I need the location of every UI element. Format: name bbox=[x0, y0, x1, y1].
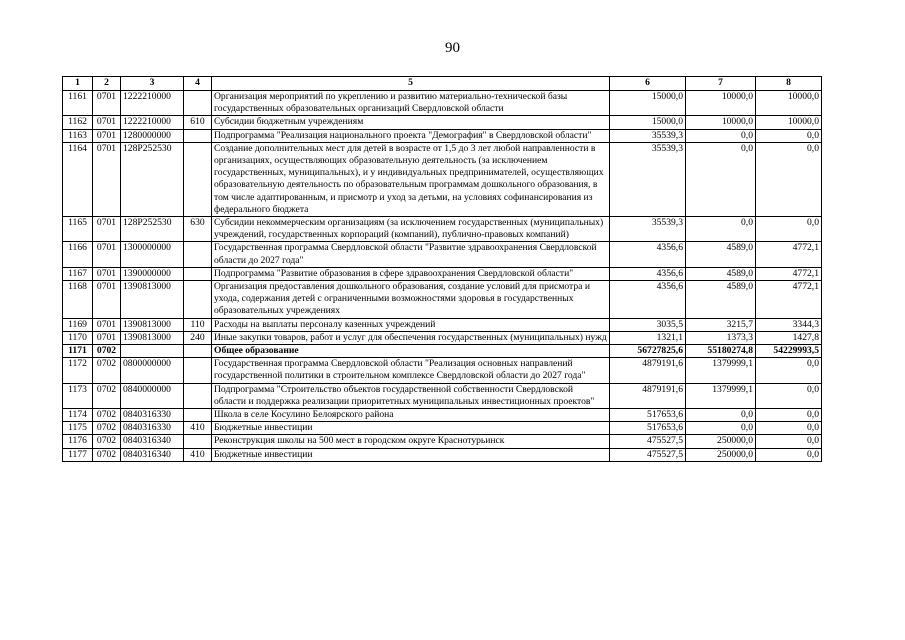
amount-col8-cell: 0,0 bbox=[756, 422, 822, 435]
table-row bbox=[63, 129, 822, 142]
amount-col7-cell: 55180274,8 bbox=[686, 345, 756, 358]
expense-type-cell bbox=[184, 91, 212, 116]
name-cell: Иные закупки товаров, работ и услуг для обеспечения государственных (муниципальных) нужд bbox=[212, 331, 610, 344]
row-number-cell: 1163 bbox=[63, 129, 93, 142]
row-number-cell: 1171 bbox=[63, 345, 93, 358]
table-row bbox=[63, 217, 822, 242]
amount-col7-cell: 0,0 bbox=[686, 422, 756, 435]
amount-col6-cell: 475527,5 bbox=[610, 435, 686, 448]
expense-type-cell bbox=[184, 242, 212, 267]
name-cell: Общее образование bbox=[212, 345, 610, 358]
name-cell: Субсидии бюджетным учреждениям bbox=[212, 116, 610, 129]
target-code-cell: 0840316330 bbox=[121, 409, 184, 422]
amount-col6-cell: 35539,3 bbox=[610, 129, 686, 142]
amount-col7-cell: 1379999,1 bbox=[686, 358, 756, 383]
expense-type-cell bbox=[184, 435, 212, 448]
table-row bbox=[63, 281, 822, 319]
amount-col8-cell: 0,0 bbox=[756, 409, 822, 422]
name-cell: Школа в селе Косулино Белоярского района bbox=[212, 409, 610, 422]
row-number-cell: 1167 bbox=[63, 267, 93, 280]
section-code-cell: 0701 bbox=[93, 242, 121, 267]
amount-col6-cell: 56727825,6 bbox=[610, 345, 686, 358]
amount-col6-cell: 517653,6 bbox=[610, 409, 686, 422]
amount-col8-cell: 0,0 bbox=[756, 217, 822, 242]
name-cell: Подпрограмма "Строительство объектов государственной собственности Свердловской области и поддержка реализации приоритетных муниципальных инвестиционных проектов" bbox=[212, 383, 610, 408]
row-number-cell: 1166 bbox=[63, 242, 93, 267]
header-cell: 7 bbox=[686, 77, 756, 91]
name-cell: Бюджетные инвестиции bbox=[212, 422, 610, 435]
header-cell: 2 bbox=[93, 77, 121, 91]
expense-type-cell bbox=[184, 345, 212, 358]
name-cell: Субсидии некоммерческим организациям (за исключением государственных (муниципальных) учреждений, государственных корпораций (компаний), публично-правовых компаний) bbox=[212, 217, 610, 242]
table-row bbox=[63, 448, 822, 461]
row-number-cell: 1168 bbox=[63, 281, 93, 319]
amount-col7-cell: 1373,3 bbox=[686, 331, 756, 344]
row-number-cell: 1173 bbox=[63, 383, 93, 408]
expense-type-cell: 240 bbox=[184, 331, 212, 344]
row-number-cell: 1172 bbox=[63, 358, 93, 383]
name-cell: Бюджетные инвестиции bbox=[212, 448, 610, 461]
section-code-cell: 0702 bbox=[93, 422, 121, 435]
target-code-cell: 0800000000 bbox=[121, 358, 184, 383]
amount-col6-cell: 4879191,6 bbox=[610, 358, 686, 383]
table-row bbox=[63, 345, 822, 358]
section-code-cell: 0701 bbox=[93, 217, 121, 242]
header-cell: 8 bbox=[756, 77, 822, 91]
target-code-cell: 1390813000 bbox=[121, 281, 184, 319]
section-code-cell: 0702 bbox=[93, 345, 121, 358]
section-code-cell: 0702 bbox=[93, 409, 121, 422]
name-cell: Организация мероприятий по укреплению и развитию материально-технической базы государственных образовательных организаций Свердловской области bbox=[212, 91, 610, 116]
amount-col6-cell: 4356,6 bbox=[610, 267, 686, 280]
section-code-cell: 0701 bbox=[93, 267, 121, 280]
section-code-cell: 0701 bbox=[93, 142, 121, 216]
expense-type-cell bbox=[184, 129, 212, 142]
target-code-cell: 1390000000 bbox=[121, 267, 184, 280]
name-cell: Государственная программа Свердловской области "Развитие здравоохранения Свердловской области до 2027 года" bbox=[212, 242, 610, 267]
table-row bbox=[63, 318, 822, 331]
amount-col6-cell: 4356,6 bbox=[610, 281, 686, 319]
amount-col7-cell: 10000,0 bbox=[686, 116, 756, 129]
header-cell: 4 bbox=[184, 77, 212, 91]
expense-type-cell bbox=[184, 409, 212, 422]
amount-col7-cell: 0,0 bbox=[686, 217, 756, 242]
amount-col6-cell: 1321,1 bbox=[610, 331, 686, 344]
page-number: 90 bbox=[445, 40, 460, 56]
table-row bbox=[63, 331, 822, 344]
expense-type-cell: 610 bbox=[184, 116, 212, 129]
amount-col6-cell: 4356,6 bbox=[610, 242, 686, 267]
target-code-cell: 1280000000 bbox=[121, 129, 184, 142]
row-number-cell: 1162 bbox=[63, 116, 93, 129]
section-code-cell: 0701 bbox=[93, 318, 121, 331]
amount-col6-cell: 517653,6 bbox=[610, 422, 686, 435]
name-cell: Подпрограмма "Развитие образования в сфере здравоохранения Свердловской области" bbox=[212, 267, 610, 280]
section-code-cell: 0702 bbox=[93, 358, 121, 383]
amount-col8-cell: 0,0 bbox=[756, 142, 822, 216]
name-cell: Организация предоставления дошкольного образования, создание условий для присмотра и ухода, содержания детей с ограниченными возможностями здоровья в государственных образовательных учреждениях bbox=[212, 281, 610, 319]
amount-col7-cell: 10000,0 bbox=[686, 91, 756, 116]
table-row bbox=[63, 116, 822, 129]
target-code-cell: 1390813000 bbox=[121, 318, 184, 331]
table-row bbox=[63, 142, 822, 216]
target-code-cell: 1222210000 bbox=[121, 91, 184, 116]
amount-col6-cell: 15000,0 bbox=[610, 91, 686, 116]
row-number-cell: 1161 bbox=[63, 91, 93, 116]
amount-col8-cell: 54229993,5 bbox=[756, 345, 822, 358]
amount-col6-cell: 15000,0 bbox=[610, 116, 686, 129]
amount-col7-cell: 250000,0 bbox=[686, 435, 756, 448]
amount-col7-cell: 0,0 bbox=[686, 409, 756, 422]
table-row bbox=[63, 242, 822, 267]
section-code-cell: 0701 bbox=[93, 116, 121, 129]
amount-col8-cell: 1427,8 bbox=[756, 331, 822, 344]
amount-col6-cell: 35539,3 bbox=[610, 142, 686, 216]
row-number-cell: 1169 bbox=[63, 318, 93, 331]
amount-col8-cell: 4772,1 bbox=[756, 267, 822, 280]
budget-table bbox=[62, 76, 822, 462]
amount-col8-cell: 4772,1 bbox=[756, 281, 822, 319]
header-cell: 5 bbox=[212, 77, 610, 91]
target-code-cell: 1390813000 bbox=[121, 331, 184, 344]
expense-type-cell: 410 bbox=[184, 448, 212, 461]
name-cell: Подпрограмма "Реализация национального проекта "Демография" в Свердловской области" bbox=[212, 129, 610, 142]
expense-type-cell bbox=[184, 267, 212, 280]
target-code-cell: 128P252530 bbox=[121, 142, 184, 216]
amount-col7-cell: 4589,0 bbox=[686, 267, 756, 280]
amount-col8-cell: 0,0 bbox=[756, 358, 822, 383]
amount-col8-cell: 0,0 bbox=[756, 435, 822, 448]
header-cell: 3 bbox=[121, 77, 184, 91]
header-cell: 6 bbox=[610, 77, 686, 91]
section-code-cell: 0701 bbox=[93, 129, 121, 142]
row-number-cell: 1165 bbox=[63, 217, 93, 242]
expense-type-cell: 410 bbox=[184, 422, 212, 435]
expense-type-cell bbox=[184, 142, 212, 216]
section-code-cell: 0701 bbox=[93, 281, 121, 319]
row-number-cell: 1174 bbox=[63, 409, 93, 422]
row-number-cell: 1164 bbox=[63, 142, 93, 216]
amount-col7-cell: 0,0 bbox=[686, 129, 756, 142]
table-row bbox=[63, 435, 822, 448]
amount-col6-cell: 35539,3 bbox=[610, 217, 686, 242]
amount-col6-cell: 475527,5 bbox=[610, 448, 686, 461]
table-row bbox=[63, 409, 822, 422]
expense-type-cell bbox=[184, 281, 212, 319]
table-row bbox=[63, 91, 822, 116]
row-number-cell: 1176 bbox=[63, 435, 93, 448]
amount-col7-cell: 250000,0 bbox=[686, 448, 756, 461]
target-code-cell: 1300000000 bbox=[121, 242, 184, 267]
amount-col7-cell: 3215,7 bbox=[686, 318, 756, 331]
amount-col7-cell: 4589,0 bbox=[686, 242, 756, 267]
amount-col7-cell: 0,0 bbox=[686, 142, 756, 216]
amount-col8-cell: 10000,0 bbox=[756, 116, 822, 129]
section-code-cell: 0701 bbox=[93, 91, 121, 116]
amount-col7-cell: 4589,0 bbox=[686, 281, 756, 319]
amount-col8-cell: 0,0 bbox=[756, 448, 822, 461]
name-cell: Государственная программа Свердловской области "Реализация основных направлений государственной политики в строительном комплексе Свердловской области до 2027 года" bbox=[212, 358, 610, 383]
amount-col6-cell: 4879191,6 bbox=[610, 383, 686, 408]
header-row bbox=[63, 77, 822, 91]
row-number-cell: 1175 bbox=[63, 422, 93, 435]
expense-type-cell bbox=[184, 358, 212, 383]
amount-col6-cell: 3035,5 bbox=[610, 318, 686, 331]
header-cell: 1 bbox=[63, 77, 93, 91]
target-code-cell: 1222210000 bbox=[121, 116, 184, 129]
amount-col8-cell: 4772,1 bbox=[756, 242, 822, 267]
row-number-cell: 1170 bbox=[63, 331, 93, 344]
amount-col8-cell: 0,0 bbox=[756, 129, 822, 142]
section-code-cell: 0702 bbox=[93, 383, 121, 408]
table-row bbox=[63, 422, 822, 435]
expense-type-cell bbox=[184, 383, 212, 408]
section-code-cell: 0702 bbox=[93, 435, 121, 448]
target-code-cell: 0840316330 bbox=[121, 422, 184, 435]
target-code-cell: 0840000000 bbox=[121, 383, 184, 408]
name-cell: Расходы на выплаты персоналу казенных учреждений bbox=[212, 318, 610, 331]
target-code-cell bbox=[121, 345, 184, 358]
table-row bbox=[63, 383, 822, 408]
row-number-cell: 1177 bbox=[63, 448, 93, 461]
amount-col8-cell: 0,0 bbox=[756, 383, 822, 408]
section-code-cell: 0702 bbox=[93, 448, 121, 461]
amount-col8-cell: 3344,3 bbox=[756, 318, 822, 331]
name-cell: Создание дополнительных мест для детей в возрасте от 1,5 до 3 лет любой направленности в организациях, осуществляющих образовательную деятельность (за исключением государственных, муниципальных), и у индивидуальных предпринимателей, осуществляющих образовательную деятельность по образовательным программам дошкольного образования, в том числе адаптированным, и присмотр и уход за детьми, на условиях софинансирования из федерального бюджета bbox=[212, 142, 610, 216]
name-cell: Реконструкция школы на 500 мест в городском округе Краснотурьинск bbox=[212, 435, 610, 448]
amount-col7-cell: 1379999,1 bbox=[686, 383, 756, 408]
target-code-cell: 0840316340 bbox=[121, 435, 184, 448]
target-code-cell: 128P252530 bbox=[121, 217, 184, 242]
table-row bbox=[63, 358, 822, 383]
section-code-cell: 0701 bbox=[93, 331, 121, 344]
table-row bbox=[63, 267, 822, 280]
expense-type-cell: 630 bbox=[184, 217, 212, 242]
amount-col8-cell: 10000,0 bbox=[756, 91, 822, 116]
target-code-cell: 0840316340 bbox=[121, 448, 184, 461]
expense-type-cell: 110 bbox=[184, 318, 212, 331]
